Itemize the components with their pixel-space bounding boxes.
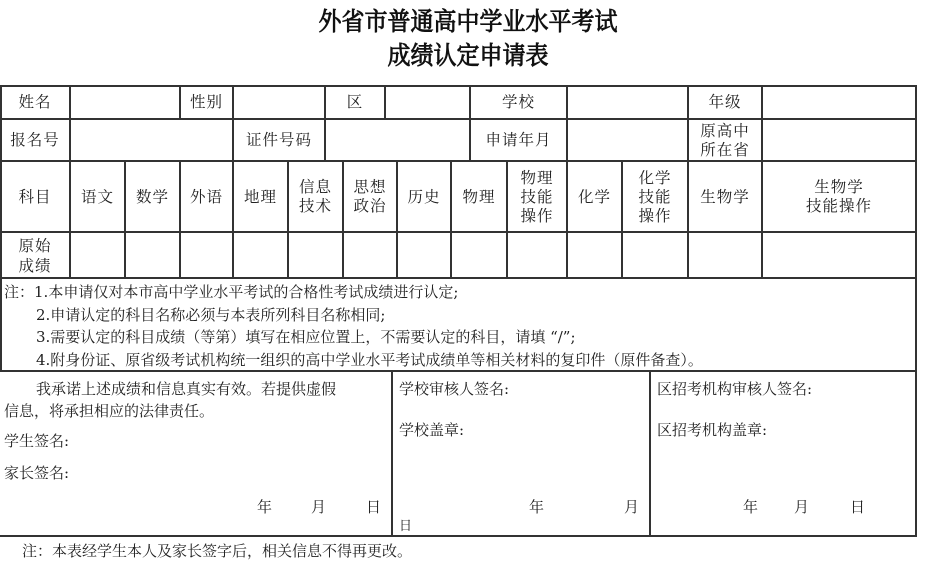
subject-label: 地理 (243, 187, 277, 206)
student-signature-field[interactable]: 学生签名: (4, 432, 70, 450)
date-day: 日 (850, 498, 866, 516)
score-input-biology[interactable] (689, 233, 761, 277)
district-stamp-field[interactable]: 区招考机构盖章: (657, 421, 768, 439)
date-year: 年 (743, 498, 759, 516)
subject-label: 技术 (298, 197, 332, 215)
subject-history (398, 162, 450, 232)
date-month: 月 (311, 498, 327, 516)
subject-math (126, 162, 179, 232)
score-input-biology-lab[interactable] (763, 233, 915, 277)
note-text: 3.需要认定的科目成绩（等第）填写在相应位置上，不需要认定的科目，请填 “/”; (36, 328, 576, 346)
subject-chemistry (568, 162, 621, 232)
subject-label: 操作 (520, 206, 554, 225)
grade-label: 年级 (708, 93, 742, 111)
form-title-line1: 外省市普通高中学业水平考试 (318, 7, 618, 36)
subject-label: 政治 (353, 197, 387, 215)
score-input-it[interactable] (289, 233, 342, 277)
score-input-politics[interactable] (344, 233, 396, 277)
subject-label: 生物学 (814, 178, 864, 196)
date-line-school (399, 496, 647, 536)
date-line-district (657, 496, 913, 518)
subject-label: 物理 (462, 187, 496, 206)
score-input-chemistry-lab[interactable] (623, 233, 687, 277)
subject-politics (344, 162, 396, 232)
subject-header-label: 科目 (18, 187, 52, 206)
score-row-label (0, 233, 70, 278)
parent-signature-field[interactable]: 家长签名: (4, 464, 70, 482)
score-input-chemistry[interactable] (568, 233, 621, 277)
orig-province-label-line2: 所在省 (700, 140, 750, 159)
name-input[interactable] (71, 86, 179, 119)
id-no-input[interactable] (326, 120, 469, 161)
reg-no-input[interactable] (71, 120, 232, 161)
subject-label: 生物学 (700, 187, 750, 206)
id-no-label: 证件号码 (245, 131, 312, 149)
score-input-chinese[interactable] (71, 233, 124, 277)
date-month: 月 (624, 498, 640, 516)
date-year: 年 (257, 498, 273, 516)
school-review-section (399, 378, 647, 533)
district-review-section (657, 378, 913, 533)
subject-chemistry-lab (623, 162, 687, 232)
date-day: 日 (399, 519, 413, 534)
date-line-student (4, 496, 384, 518)
school-reviewer-signature-field[interactable]: 学校审核人签名: (399, 380, 510, 398)
subject-it (289, 162, 342, 232)
grade-input[interactable] (763, 86, 915, 119)
sig-divider (649, 370, 651, 537)
subject-label: 数学 (135, 187, 169, 206)
subject-label: 操作 (638, 206, 672, 225)
note-item (4, 349, 909, 372)
district-input[interactable] (386, 86, 469, 119)
school-input[interactable] (568, 86, 687, 119)
orig-province-input[interactable] (763, 120, 915, 161)
note-item (4, 304, 909, 327)
apply-date-input[interactable] (568, 120, 687, 161)
subject-label: 技能 (520, 187, 554, 206)
note-text: 4.附身份证、原省级考试机构统一组织的高中学业水平考试成绩单等相关材料的复印件（原件备查）。 (36, 350, 703, 369)
score-input-history[interactable] (398, 233, 450, 277)
score-input-geography[interactable] (234, 233, 287, 277)
subject-label: 化学 (577, 187, 611, 206)
date-day: 日 (366, 498, 382, 516)
note-text: 1.本申请仅对本市高中学业水平考试的合格性考试成绩进行认定; (34, 283, 459, 301)
subject-label: 思想 (353, 178, 387, 196)
orig-province-label-line1: 原高中 (700, 121, 750, 140)
form-title-line2: 成绩认定申请表 (387, 41, 549, 70)
subject-label: 技能 (638, 187, 672, 206)
apply-date-label: 申请年月 (485, 131, 552, 149)
orig-province-label (689, 120, 761, 161)
date-year: 年 (529, 498, 545, 516)
name-label: 姓名 (18, 93, 52, 111)
gender-label: 性别 (189, 93, 223, 111)
sig-divider (391, 370, 393, 537)
score-input-physics[interactable] (452, 233, 506, 277)
subject-label: 外语 (189, 187, 223, 206)
subject-physics-lab (508, 162, 566, 232)
student-pledge-section (4, 378, 388, 533)
subject-foreign-language (181, 162, 232, 232)
school-label: 学校 (501, 93, 535, 111)
notes-border-left (0, 277, 2, 372)
score-label-line2: 成绩 (18, 256, 52, 275)
subject-label: 技能操作 (805, 197, 872, 215)
reg-no-label: 报名号 (10, 131, 60, 149)
subject-biology-lab (763, 162, 915, 232)
subject-chinese (71, 162, 124, 232)
note-item (4, 281, 909, 304)
subject-physics (452, 162, 506, 232)
table-border-right (915, 85, 917, 537)
score-label-line1: 原始 (18, 236, 52, 255)
notes-prefix: 注： (4, 283, 35, 301)
subject-geography (234, 162, 287, 232)
pledge-line1: 我承诺上述成绩和信息真实有效。若提供虚假 (36, 380, 337, 398)
notes-block (4, 281, 909, 371)
row-divider (0, 277, 917, 279)
district-reviewer-signature-field[interactable]: 区招考机构审核人签名: (657, 380, 813, 398)
note-item (4, 326, 909, 349)
date-month: 月 (794, 498, 810, 516)
subject-label: 历史 (407, 187, 441, 206)
score-input-physics-lab[interactable] (508, 233, 566, 277)
school-stamp-field[interactable]: 学校盖章: (399, 421, 465, 439)
district-label: 区 (346, 93, 364, 111)
footer-note: 注：本表经学生本人及家长签字后，相关信息不得再更改。 (22, 542, 413, 560)
gender-input[interactable] (234, 86, 324, 119)
subject-label: 物理 (520, 168, 554, 187)
score-input-math[interactable] (126, 233, 179, 277)
score-input-foreign-language[interactable] (181, 233, 232, 277)
subject-label: 信息 (298, 178, 332, 196)
subject-label: 化学 (638, 168, 672, 187)
subject-label: 语文 (80, 187, 114, 206)
pledge-line2: 信息，将承担相应的法律责任。 (4, 402, 215, 420)
note-text: 2.申请认定的科目名称必须与本表所列科目名称相同; (36, 305, 386, 324)
subject-biology (689, 162, 761, 232)
